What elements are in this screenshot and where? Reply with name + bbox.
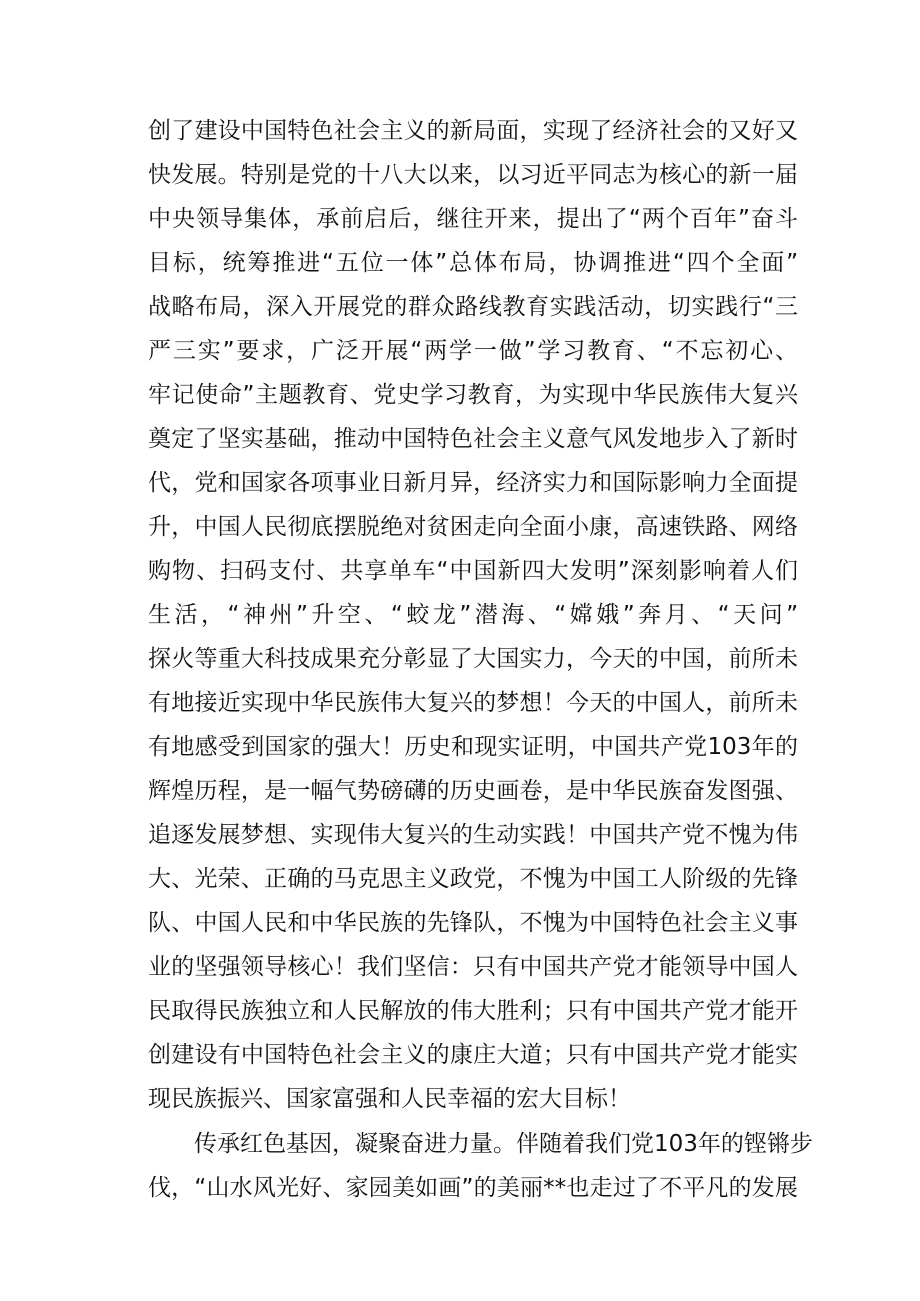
text-line: 代，党和国家各项事业日新月异，经济实力和国际影响力全面提	[148, 470, 798, 496]
text-line: 创建设有中国特色社会主义的康庄大道；只有中国共产党才能实	[148, 1042, 798, 1068]
text-line: 牢记使命”主题教育、党史学习教育，为实现中华民族伟大复兴	[148, 382, 798, 408]
text-line: 奠定了坚实基础，推动中国特色社会主义意气风发地步入了新时	[148, 426, 798, 452]
text-line: 严三实”要求，广泛开展“两学一做”学习教育、“不忘初心、	[148, 338, 798, 364]
text-line: 有地感受到国家的强大！历史和现实证明，中国共产党103年的	[148, 734, 798, 760]
text-line: 队、中国人民和中华民族的先锋队，不愧为中国特色社会主义事	[148, 910, 798, 936]
text-line: 探火等重大科技成果充分彰显了大国实力，今天的中国，前所未	[148, 646, 798, 672]
text-line: 生活，“神州”升空、“蛟龙”潜海、“嫦娥”奔月、“天问”	[148, 602, 798, 628]
text-line: 有地接近实现中华民族伟大复兴的梦想！今天的中国人，前所未	[148, 690, 798, 716]
text-line: 民取得民族独立和人民解放的伟大胜利；只有中国共产党才能开	[148, 998, 798, 1024]
text-line: 快发展。特别是党的十八大以来，以习近平同志为核心的新一届	[148, 162, 798, 188]
text-line: 追逐发展梦想、实现伟大复兴的生动实践！中国共产党不愧为伟	[148, 822, 798, 848]
text-line: 伐，“山水风光好、家园美如画”的美丽**也走过了不平凡的发展	[148, 1175, 798, 1201]
text-line: 中央领导集体，承前启后，继往开来，提出了“两个百年”奋斗	[148, 206, 798, 232]
text-line: 目标，统筹推进“五位一体”总体布局，协调推进“四个全面”	[148, 250, 798, 276]
text-line: 战略布局，深入开展党的群众路线教育实践活动，切实践行“三	[148, 294, 798, 320]
text-line: 业的坚强领导核心！我们坚信：只有中国共产党才能领导中国人	[148, 954, 798, 980]
text-line: 升，中国人民彻底摆脱绝对贫困走向全面小康，高速铁路、网络	[148, 514, 798, 540]
text-line: 现民族振兴、国家富强和人民幸福的宏大目标！	[148, 1086, 631, 1112]
text-line: 创了建设中国特色社会主义的新局面，实现了经济社会的又好又	[148, 118, 798, 144]
text-line: 辉煌历程，是一幅气势磅礴的历史画卷，是中华民族奋发图强、	[148, 778, 798, 804]
text-line: 大、光荣、正确的马克思主义政党，不愧为中国工人阶级的先锋	[148, 866, 798, 892]
text-line: 购物、扫码支付、共享单车“中国新四大发明”深刻影响着人们	[148, 558, 798, 584]
paragraph-first-line: 传承红色基因，凝聚奋进力量。伴随着我们党103年的铿锵步	[194, 1131, 813, 1157]
